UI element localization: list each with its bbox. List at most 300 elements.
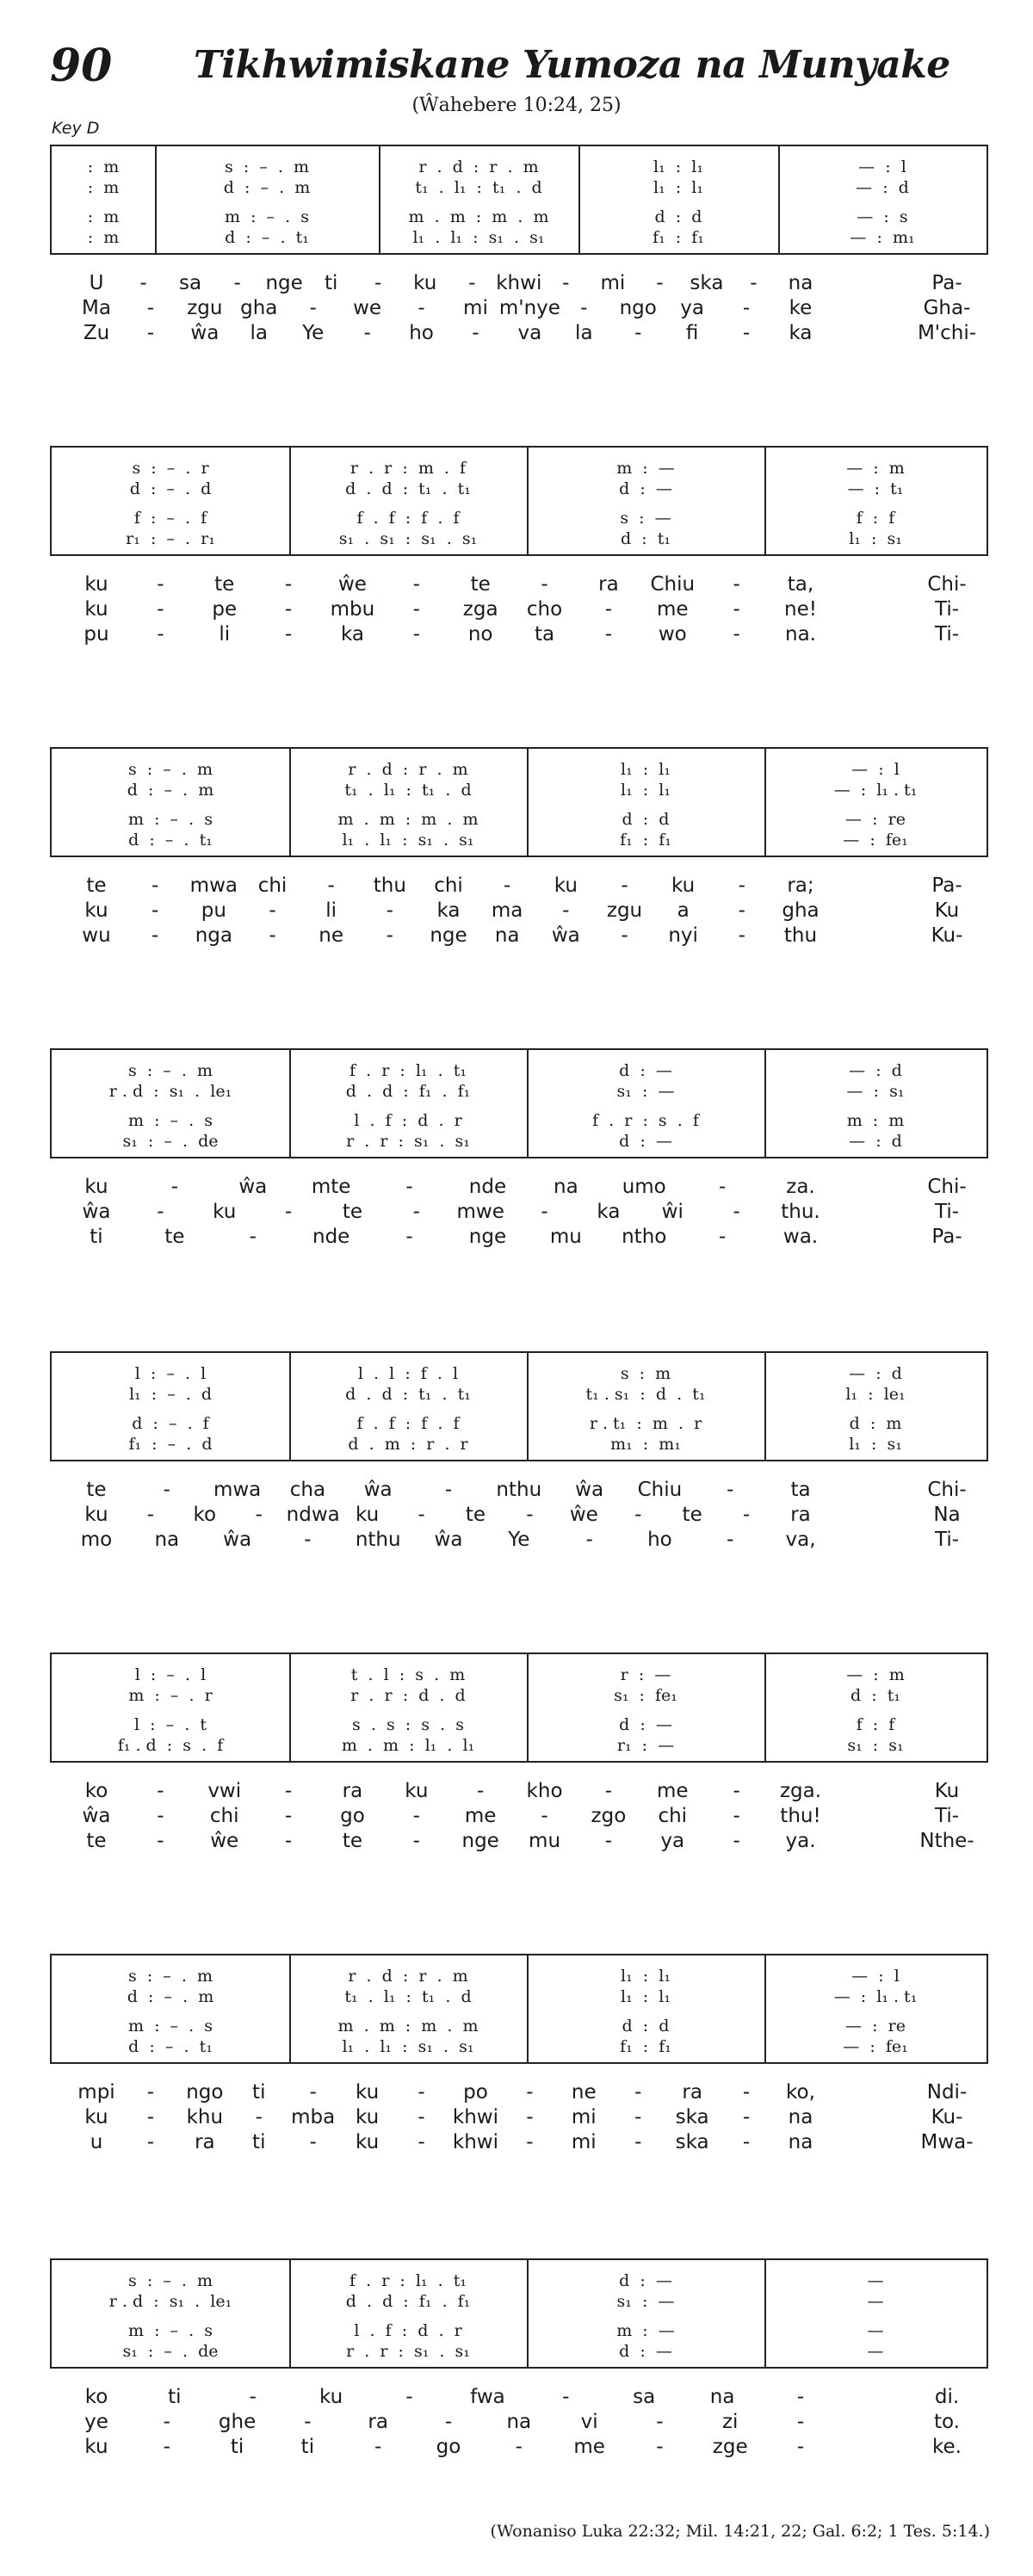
lyric-syllable: - — [738, 874, 745, 897]
lyric-syllable: - — [412, 598, 420, 621]
lyric-syllable: - — [146, 1504, 155, 1526]
lyric-syllable: nge — [430, 924, 467, 947]
lyric-syllable: po — [463, 2081, 488, 2103]
lyric-syllable: na — [154, 1529, 180, 1551]
lyric-syllable: - — [634, 2081, 642, 2103]
barline — [289, 1654, 291, 1761]
lyric-syllable: kho — [526, 1780, 563, 1802]
bass-notes: d : t₁ — [621, 529, 671, 548]
lyric-syllable: - — [284, 1201, 293, 1223]
lyric-syllable: ntho — [622, 1226, 667, 1248]
soprano-notes: — — [867, 2271, 884, 2290]
barline — [289, 1050, 291, 1157]
lyric-syllable: ke — [789, 297, 813, 319]
lyric-syllable: - — [634, 2106, 642, 2128]
lyric-syllable: Ndi- — [926, 2081, 968, 2103]
lyric-syllable: gha — [782, 899, 820, 922]
tenor-notes: m : – . s — [224, 207, 310, 226]
bass-notes: f₁ : f₁ — [620, 831, 671, 849]
bass-notes: d : – . t₁ — [225, 228, 309, 247]
lyric-syllable: zga. — [779, 1780, 822, 1802]
lyric-syllable: - — [541, 1201, 548, 1223]
lyric-syllable: nde — [312, 1226, 350, 1248]
lyric-syllable: gha — [240, 297, 278, 319]
lyric-syllable: ŵa — [223, 1529, 252, 1551]
lyric-syllable: ta, — [787, 573, 814, 596]
lyric-syllable: te — [342, 1201, 363, 1223]
bass-notes: s₁ : – . de — [122, 1132, 219, 1151]
lyric-syllable: - — [656, 272, 664, 294]
lyric-syllable: - — [418, 297, 425, 319]
lyric-syllable: Pa- — [931, 1226, 962, 1248]
soprano-notes: l : – . l — [134, 1364, 207, 1383]
lyric-syllable: no — [467, 623, 493, 646]
soprano-notes: f . r : l₁ . t₁ — [349, 2271, 467, 2290]
lyric-syllable: mwe — [456, 1201, 504, 1223]
bass-notes: l₁ : s₁ — [849, 529, 902, 548]
tenor-notes: m . m : m . m — [337, 810, 479, 829]
lyric-syllable: nge — [461, 1830, 499, 1852]
bass-notes: d . m : r . r — [348, 1435, 468, 1454]
lyric-syllable: te — [214, 573, 235, 596]
lyric-syllable: - — [255, 1504, 263, 1526]
lyric-syllable: Ti- — [934, 1529, 960, 1551]
alto-notes: l₁ : l₁ — [653, 178, 703, 197]
lyric-line-verse-2 — [0, 297, 1033, 323]
lyric-line-verse-3 — [0, 2436, 1033, 2462]
lyric-syllable: te — [342, 1830, 363, 1852]
lyric-syllable: ti — [252, 2131, 266, 2153]
lyric-syllable: Chiu — [650, 573, 696, 596]
lyric-syllable: - — [146, 322, 155, 344]
lyric-syllable: - — [796, 2411, 805, 2433]
solfa-staff — [50, 1048, 988, 1158]
lyric-syllable: - — [157, 1201, 164, 1223]
lyric-syllable: - — [304, 2411, 312, 2433]
lyric-syllable: - — [163, 2411, 170, 2433]
soprano-notes: d : — — [619, 1061, 672, 1080]
bass-notes: l₁ . l₁ : s₁ . s₁ — [412, 228, 545, 247]
lyric-syllable: - — [796, 2436, 805, 2458]
lyric-syllable: nga — [195, 924, 232, 947]
lyric-syllable: ŵe — [569, 1504, 598, 1526]
lyric-syllable: ko — [84, 1780, 108, 1802]
solfa-staff — [50, 446, 988, 556]
page-title: Tikhwimiskane Yumoza na Munyake — [194, 43, 950, 87]
soprano-notes: s : – . m — [127, 2271, 213, 2290]
lyric-syllable: me — [573, 2436, 605, 2458]
lyric-syllable: - — [405, 1176, 413, 1198]
lyric-syllable: - — [304, 1529, 312, 1551]
barline — [289, 1955, 291, 2062]
lyric-line-verse-1 — [0, 1780, 1033, 1806]
lyric-syllable: sa — [633, 2386, 656, 2408]
lyric-line-verse-3 — [0, 1529, 1033, 1554]
barline — [527, 448, 529, 554]
lyric-syllable: - — [733, 1201, 740, 1223]
lyric-syllable: go — [340, 1805, 365, 1827]
tenor-notes: r . t₁ : m . r — [589, 1414, 702, 1433]
lyric-syllable: Chiu — [637, 1479, 683, 1501]
lyric-syllable: Ku — [934, 1780, 960, 1802]
soprano-notes: f . r : l₁ . t₁ — [349, 1061, 467, 1080]
bass-notes: d : — — [619, 1132, 672, 1151]
lyric-syllable: - — [718, 1226, 727, 1248]
lyric-syllable: mi — [600, 272, 626, 294]
lyric-syllable: khu — [186, 2106, 224, 2128]
soprano-notes: — : l — [851, 760, 900, 779]
lyric-syllable: ho — [647, 1529, 672, 1551]
lyric-syllable: - — [269, 899, 276, 922]
lyric-syllable: ye — [84, 2411, 108, 2433]
lyric-syllable: me — [464, 1805, 497, 1827]
lyric-syllable: chi — [257, 874, 288, 897]
soprano-notes: m : — — [616, 459, 675, 478]
alto-notes: — : l₁ . t₁ — [833, 1987, 918, 2006]
alto-notes: d . d : t₁ . t₁ — [345, 1385, 471, 1404]
tenor-notes: f . f : f . f — [356, 509, 460, 528]
barline — [578, 146, 580, 253]
lyric-syllable: ku — [84, 573, 108, 596]
soprano-notes: s : – . m — [224, 158, 310, 176]
tenor-notes: m : m — [846, 1111, 905, 1130]
soprano-notes: s : – . m — [127, 1967, 213, 1986]
lyric-syllable: - — [139, 272, 147, 294]
lyric-syllable: ti — [90, 1226, 103, 1248]
lyric-syllable: wo — [658, 623, 687, 646]
lyric-syllable: - — [157, 1780, 164, 1802]
lyric-syllable: - — [405, 2386, 413, 2408]
lyric-syllable: ku — [356, 1504, 380, 1526]
lyric-syllable: u — [90, 2131, 103, 2153]
lyric-syllable: cho — [526, 598, 563, 621]
tenor-notes: — : re — [845, 2017, 906, 2035]
lyric-syllable: - — [405, 1226, 413, 1248]
lyric-syllable: - — [526, 2106, 534, 2128]
barline — [289, 749, 291, 856]
barline — [764, 1955, 766, 2062]
bass-notes: — : fe₁ — [843, 831, 908, 849]
soprano-notes: — : l — [858, 158, 906, 176]
lyric-syllable: - — [152, 899, 159, 922]
lyric-syllable: zgu — [187, 297, 223, 319]
lyric-syllable: - — [412, 1805, 420, 1827]
lyric-syllable: mu — [529, 1830, 561, 1852]
lyric-syllable: - — [386, 924, 393, 947]
lyric-syllable: - — [472, 322, 479, 344]
bass-notes: f₁ : f₁ — [620, 2037, 671, 2056]
lyric-syllable: zgu — [606, 899, 643, 922]
lyric-syllable: ku — [356, 2106, 380, 2128]
lyric-syllable: - — [418, 2081, 425, 2103]
lyric-syllable: - — [157, 1805, 164, 1827]
lyric-syllable: nge — [265, 272, 303, 294]
lyric-syllable: nge — [468, 1226, 507, 1248]
lyric-syllable: ra — [682, 2081, 702, 2103]
soprano-notes: l : – . l — [134, 1665, 207, 1684]
lyric-syllable: ngo — [186, 2081, 224, 2103]
solfa-staff — [50, 1351, 988, 1461]
lyric-syllable: na — [494, 924, 520, 947]
lyric-syllable: te — [164, 1226, 185, 1248]
bass-notes: : m — [87, 228, 120, 247]
alto-notes: l₁ : l₁ — [621, 781, 671, 800]
bass-notes: f₁ : – . d — [128, 1435, 213, 1454]
lyric-line-verse-1 — [0, 1479, 1033, 1504]
lyric-syllable: - — [163, 2436, 170, 2458]
lyric-syllable: - — [604, 1780, 613, 1802]
tenor-notes: — — [867, 2321, 884, 2340]
tenor-notes: f : f — [856, 509, 895, 528]
alto-notes: s₁ : — — [616, 2292, 675, 2311]
lyric-syllable: ne! — [784, 598, 817, 621]
lyric-syllable: - — [733, 1805, 740, 1827]
lyric-syllable: ta — [534, 623, 555, 646]
lyric-syllable: - — [634, 2131, 642, 2153]
tenor-notes: m . m : m . m — [337, 2017, 479, 2035]
soprano-notes: r . d : r . m — [348, 1967, 468, 1986]
bass-notes: r . r : s₁ . s₁ — [346, 2342, 470, 2361]
lyric-syllable: go — [436, 2436, 461, 2458]
lyric-syllable: - — [742, 322, 751, 344]
lyric-syllable: Zu — [83, 322, 110, 344]
lyric-syllable: - — [152, 874, 159, 897]
lyric-syllable: - — [742, 2106, 751, 2128]
tenor-notes: s : — — [620, 509, 671, 528]
lyric-syllable: nde — [468, 1176, 507, 1198]
bass-notes: f₁ : f₁ — [653, 228, 704, 247]
lyric-syllable: ŵa — [190, 322, 220, 344]
alto-notes: r . d : s₁ . le₁ — [108, 1082, 232, 1101]
barline — [764, 1353, 766, 1460]
lyric-syllable: - — [363, 322, 371, 344]
soprano-notes: r . d : r . m — [348, 760, 468, 779]
barline — [764, 2260, 766, 2367]
tenor-notes: l : – . t — [134, 1715, 207, 1734]
lyric-syllable: - — [412, 623, 420, 646]
lyric-syllable: Chi- — [927, 1479, 967, 1501]
alto-notes: — : s₁ — [846, 1082, 905, 1101]
soprano-notes: l₁ : l₁ — [653, 158, 703, 176]
lyric-syllable: mi — [463, 297, 488, 319]
lyric-line-verse-1 — [0, 2386, 1033, 2412]
lyric-syllable: - — [284, 1805, 293, 1827]
alto-notes: r . d : s₁ . le₁ — [108, 2292, 232, 2311]
lyric-syllable: Ti- — [934, 598, 960, 621]
lyric-syllable: - — [444, 2411, 453, 2433]
lyric-syllable: - — [477, 1780, 485, 1802]
bass-notes: s₁ : s₁ — [847, 1736, 904, 1755]
lyric-syllable: ta — [790, 1479, 811, 1501]
alto-notes: s₁ : — — [616, 1082, 675, 1101]
soprano-notes: s : – . m — [127, 1061, 213, 1080]
lyric-syllable: - — [157, 623, 164, 646]
solfa-staff — [50, 145, 988, 255]
bass-notes: — : m₁ — [850, 228, 915, 247]
lyric-syllable: - — [386, 899, 393, 922]
soprano-notes: s : – . r — [132, 459, 209, 478]
lyric-syllable: - — [604, 598, 613, 621]
lyric-syllable: mpi — [77, 2081, 115, 2103]
alto-notes: : m — [87, 178, 120, 197]
lyric-syllable: cha — [289, 1479, 326, 1501]
tenor-notes: d : d — [622, 2017, 670, 2035]
tenor-notes: m : – . s — [127, 2321, 213, 2340]
lyric-syllable: - — [796, 2386, 805, 2408]
alto-notes: t₁ . l₁ : t₁ . d — [415, 178, 542, 197]
lyric-syllable: la — [250, 322, 269, 344]
bass-notes: s₁ . s₁ : s₁ . s₁ — [338, 529, 478, 548]
lyric-syllable: te — [470, 573, 491, 596]
bass-notes: d : — — [619, 2342, 672, 2361]
lyric-syllable: - — [255, 2106, 263, 2128]
lyric-syllable: ku — [356, 2131, 380, 2153]
barline — [379, 146, 380, 253]
barline — [764, 1654, 766, 1761]
lyric-syllable: - — [249, 2386, 257, 2408]
tenor-notes: : m — [87, 207, 120, 226]
soprano-notes: d : — — [619, 2271, 672, 2290]
lyric-syllable: ti — [252, 2081, 266, 2103]
lyric-syllable: va — [517, 322, 542, 344]
lyric-syllable: ya — [660, 1830, 685, 1852]
lyric-syllable: - — [157, 598, 164, 621]
lyric-line-verse-2 — [0, 2106, 1033, 2132]
alto-notes: d : t₁ — [851, 1686, 900, 1705]
lyric-syllable: ku — [356, 2081, 380, 2103]
lyric-line-verse-1 — [0, 1176, 1033, 1202]
lyric-syllable: umo — [622, 1176, 666, 1198]
lyric-syllable: ku — [405, 1780, 429, 1802]
lyric-syllable: - — [157, 573, 164, 596]
lyric-syllable: - — [504, 874, 511, 897]
barline — [527, 2260, 529, 2367]
lyric-syllable: ko — [193, 1504, 217, 1526]
lyric-syllable: ŵa — [82, 1805, 111, 1827]
lyric-line-verse-3 — [0, 1830, 1033, 1856]
alto-notes: d . d : t₁ . t₁ — [345, 479, 471, 498]
lyric-syllable: zge — [712, 2436, 748, 2458]
lyric-syllable: ku — [84, 1504, 108, 1526]
lyric-syllable: li — [219, 623, 231, 646]
lyric-syllable: Ti- — [934, 623, 960, 646]
lyric-syllable: na. — [785, 623, 816, 646]
alto-notes: l₁ : le₁ — [845, 1385, 906, 1404]
lyric-syllable: Pa- — [931, 874, 962, 897]
lyric-syllable: ko — [84, 2386, 108, 2408]
lyric-syllable: - — [412, 1830, 420, 1852]
lyric-syllable: nthu — [496, 1479, 542, 1501]
lyric-syllable: ndwa — [286, 1504, 340, 1526]
lyric-syllable: - — [374, 272, 382, 294]
lyric-syllable: zi — [721, 2411, 739, 2433]
lyric-syllable: - — [526, 2131, 534, 2153]
barline — [527, 749, 529, 856]
soprano-notes: — : l — [851, 1967, 900, 1986]
soprano-notes: r : — — [620, 1665, 671, 1684]
lyric-syllable: ku — [84, 899, 108, 922]
bass-notes: — — [867, 2342, 884, 2361]
lyric-syllable: ka — [340, 623, 364, 646]
lyric-syllable: - — [733, 623, 740, 646]
lyric-syllable: - — [146, 2081, 155, 2103]
lyric-syllable: te — [86, 874, 107, 897]
tenor-notes: m . m : m . m — [408, 207, 549, 226]
lyric-syllable: di. — [934, 2386, 960, 2408]
tenor-notes: s . s : s . s — [352, 1715, 464, 1734]
lyric-line-verse-3 — [0, 2131, 1033, 2157]
lyric-syllable: pu — [201, 899, 226, 922]
barline — [527, 1654, 529, 1761]
lyric-syllable: khwi — [452, 2106, 499, 2128]
bass-notes: d : – . t₁ — [128, 2037, 213, 2056]
lyric-line-verse-1 — [0, 272, 1033, 298]
lyric-syllable: - — [750, 272, 758, 294]
lyric-syllable: ŵe — [210, 1830, 239, 1852]
lyric-syllable: ŵa — [551, 924, 580, 947]
alto-notes: t₁ . l₁ : t₁ . d — [344, 781, 472, 800]
lyric-syllable: thu — [783, 924, 818, 947]
lyric-syllable: te — [86, 1830, 107, 1852]
lyric-syllable: - — [327, 874, 335, 897]
lyric-syllable: mwa — [189, 874, 238, 897]
lyric-line-verse-3 — [0, 322, 1033, 348]
lyric-syllable: ku — [671, 874, 696, 897]
lyric-line-verse-2 — [0, 598, 1033, 624]
lyric-syllable: ra; — [787, 874, 814, 897]
lyric-syllable: - — [585, 1529, 593, 1551]
lyric-syllable: vi — [580, 2411, 598, 2433]
barline — [764, 1050, 766, 1157]
lyric-syllable: ku — [413, 272, 437, 294]
lyric-syllable: sa — [179, 272, 202, 294]
lyric-syllable: - — [580, 297, 588, 319]
lyric-syllable: Pa- — [931, 272, 962, 294]
lyric-syllable: ra — [368, 2411, 388, 2433]
lyric-syllable: - — [742, 2081, 751, 2103]
scripture-reference: (Ŵahebere 10:24, 25) — [411, 95, 622, 116]
alto-notes: d : – . m — [127, 781, 214, 800]
alto-notes: — : l₁ . t₁ — [833, 781, 918, 800]
alto-notes: t₁ . s₁ : d . t₁ — [585, 1385, 706, 1404]
lyric-syllable: fwa — [470, 2386, 505, 2408]
bass-notes: m₁ : m₁ — [610, 1435, 681, 1454]
soprano-notes: r . d : r . m — [418, 158, 539, 176]
lyric-syllable: me — [656, 598, 689, 621]
lyric-syllable: - — [634, 322, 642, 344]
lyric-syllable: pe — [212, 598, 238, 621]
lyric-syllable: wu — [82, 924, 111, 947]
lyric-syllable: ŵe — [337, 573, 367, 596]
lyric-syllable: thu. — [781, 1201, 820, 1223]
alto-notes: d : – . m — [127, 1987, 214, 2006]
lyric-syllable: te — [86, 1479, 107, 1501]
lyric-syllable: - — [163, 1479, 170, 1501]
lyric-line-verse-1 — [0, 2081, 1033, 2107]
tenor-notes: d : m — [849, 1414, 902, 1433]
lyric-syllable: - — [468, 272, 476, 294]
lyric-syllable: ghe — [218, 2411, 257, 2433]
lyric-syllable: ŵa — [575, 1479, 604, 1501]
barline — [764, 448, 766, 554]
tenor-notes: m : – . s — [127, 810, 213, 829]
lyric-syllable: to. — [934, 2411, 960, 2433]
bass-notes: l₁ . l₁ : s₁ . s₁ — [342, 831, 474, 849]
lyric-line-verse-1 — [0, 874, 1033, 900]
bass-notes: d : – . t₁ — [128, 831, 213, 849]
lyric-line-verse-2 — [0, 1201, 1033, 1226]
lyric-syllable: nthu — [355, 1529, 401, 1551]
